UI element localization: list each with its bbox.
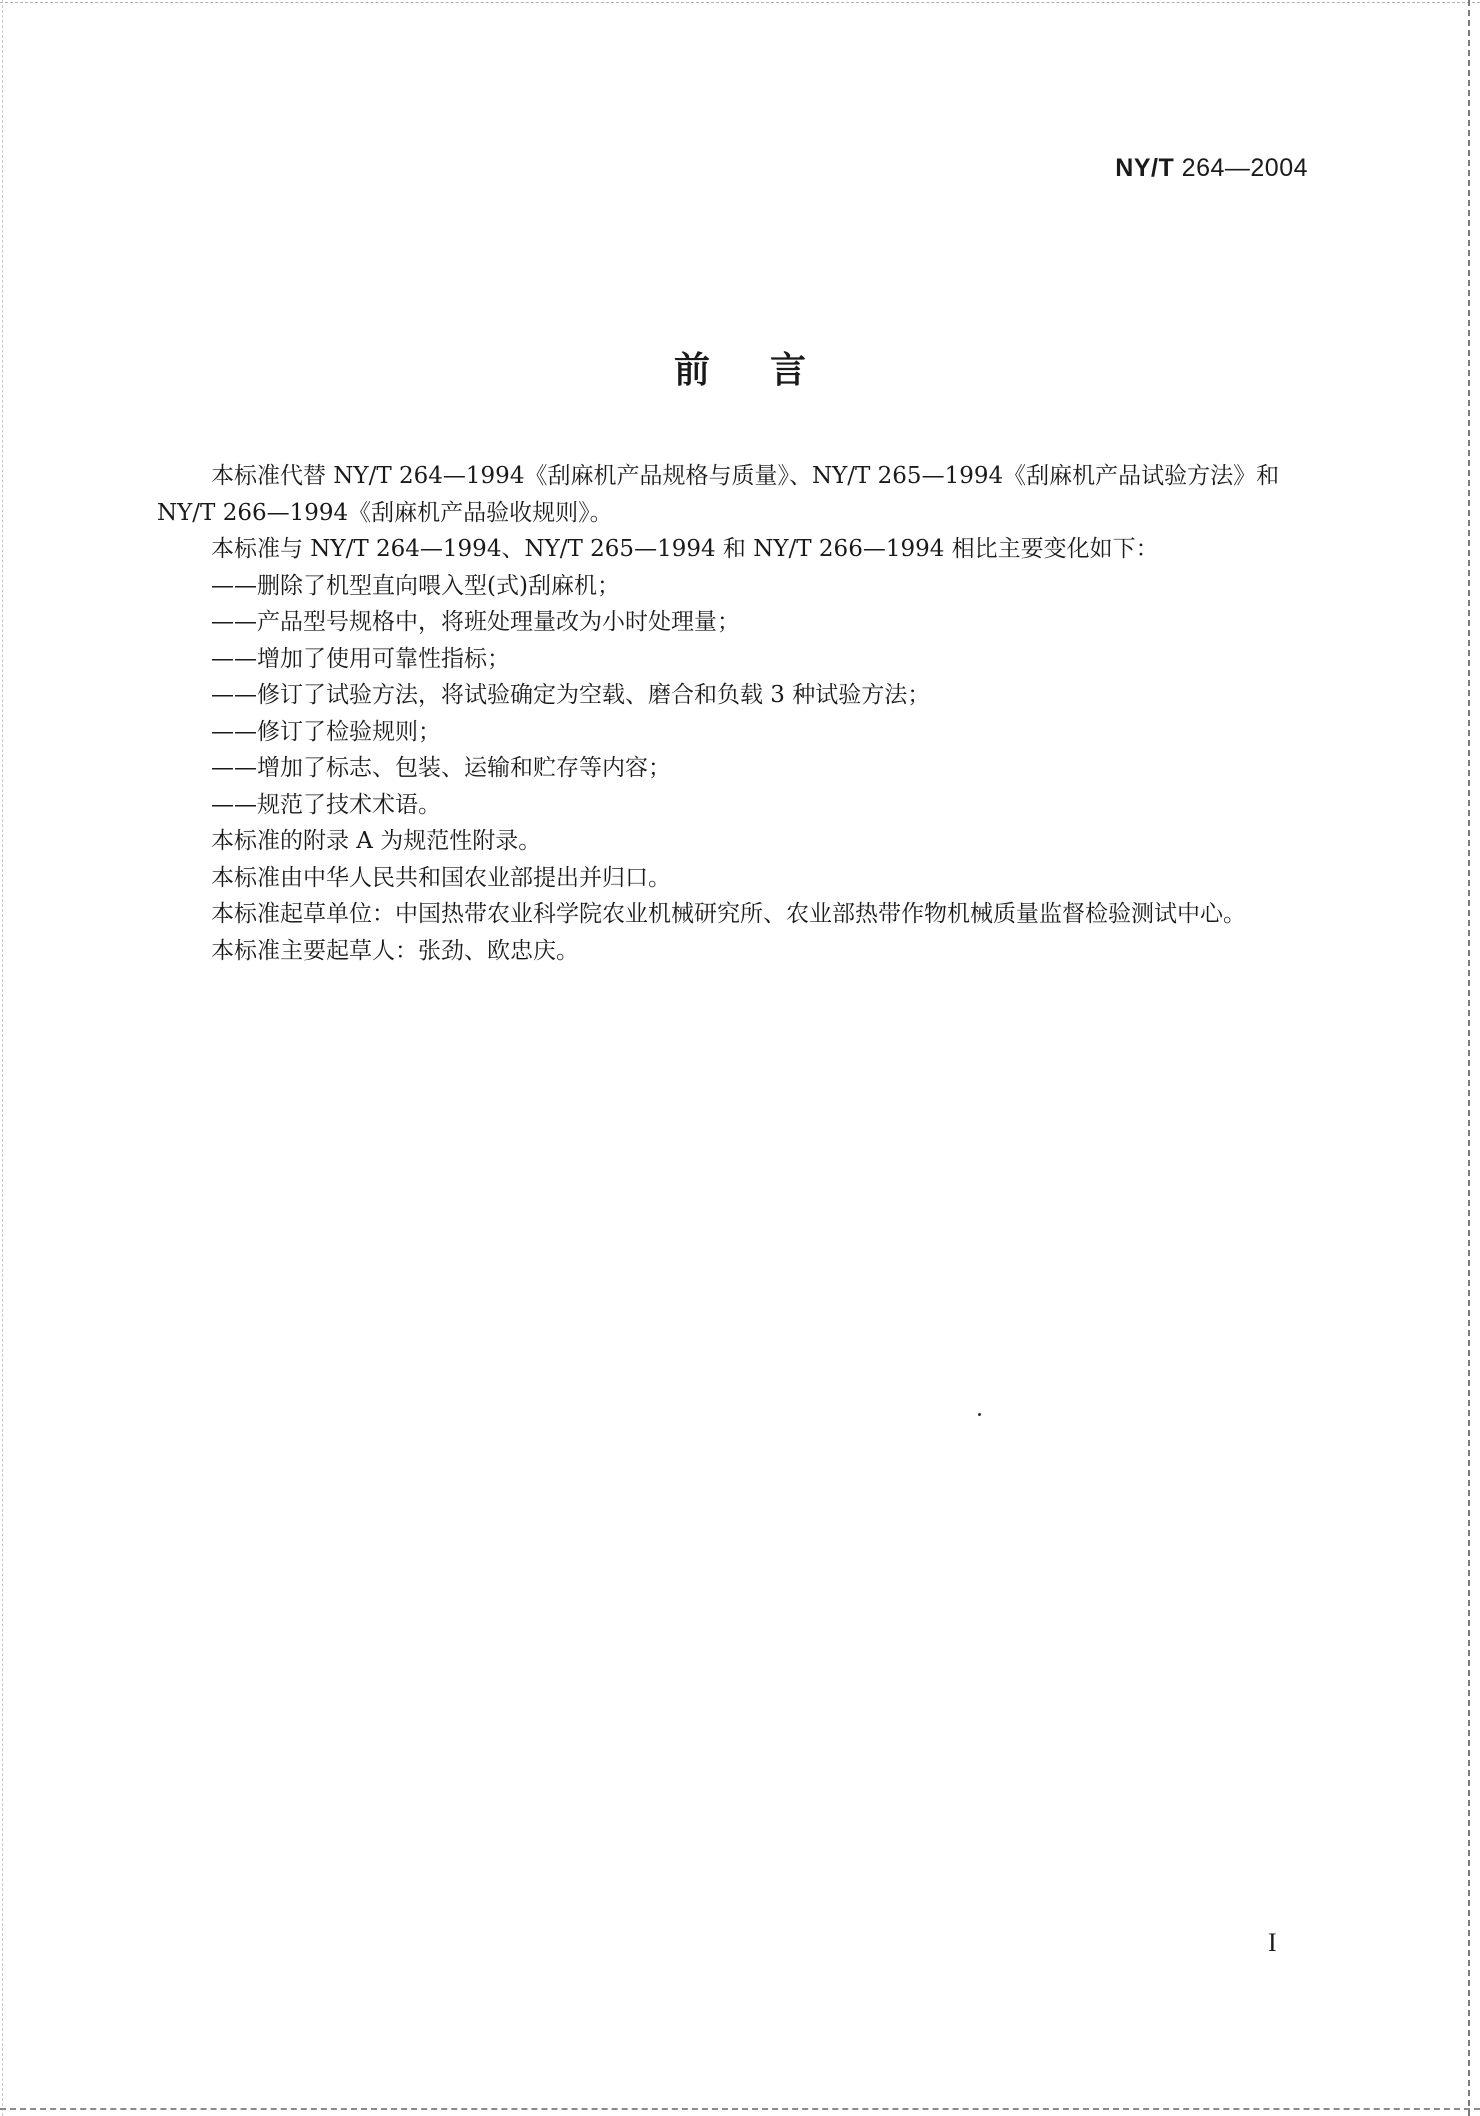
foreword-body [157, 458, 1307, 969]
paragraph: 本标准代替 NY/T 264—1994《刮麻机产品规格与质量》、NY/T 265—1994《刮麻机产品试验方法》和 NY/T 266—1994《刮麻机产品验收规则》。 [157, 463, 1280, 526]
paragraph: 本标准与 NY/T 264—1994、NY/T 265—1994 和 NY/T 266—1994 相比主要变化如下： [211, 536, 1159, 562]
list-item: ——增加了标志、包装、运输和贮存等内容； [211, 755, 671, 781]
scan-border-right [1468, 0, 1470, 2116]
paragraph: 本标准的附录 A 为规范性附录。 [211, 828, 542, 854]
standard-prefix: NY/T [1115, 154, 1175, 182]
standard-code: 264—2004 [1181, 154, 1308, 182]
paragraph: 本标准主要起草人：张劲、欧忠庆。 [211, 937, 579, 964]
list-item: ——规范了技术术语。 [211, 791, 441, 818]
scan-speck [978, 1413, 981, 1416]
list-item: ——产品型号规格中，将班处理量改为小时处理量； [211, 609, 740, 635]
list-item: ——增加了使用可靠性指标； [211, 645, 510, 672]
scan-border-top [0, 2, 1480, 3]
list-item: ——修订了试验方法，将试验确定为空载、磨合和负载 3 种试验方法； [211, 682, 931, 708]
paragraph: 本标准起草单位：中国热带农业科学院农业机械研究所、农业部热带作物机械质量监督检验测试中心。 [211, 901, 1246, 927]
paragraph: 本标准由中华人民共和国农业部提出并归口。 [211, 864, 671, 891]
page-title: 前言 [673, 350, 866, 391]
page-number: I [1268, 1928, 1277, 1957]
standard-number [1115, 154, 1308, 183]
list-item: ——删除了机型直向喂入型(式)刮麻机； [211, 572, 620, 599]
scan-border-left [2, 0, 3, 2116]
list-item: ——修订了检验规则； [211, 718, 441, 745]
scan-border-bottom [0, 2108, 1480, 2110]
